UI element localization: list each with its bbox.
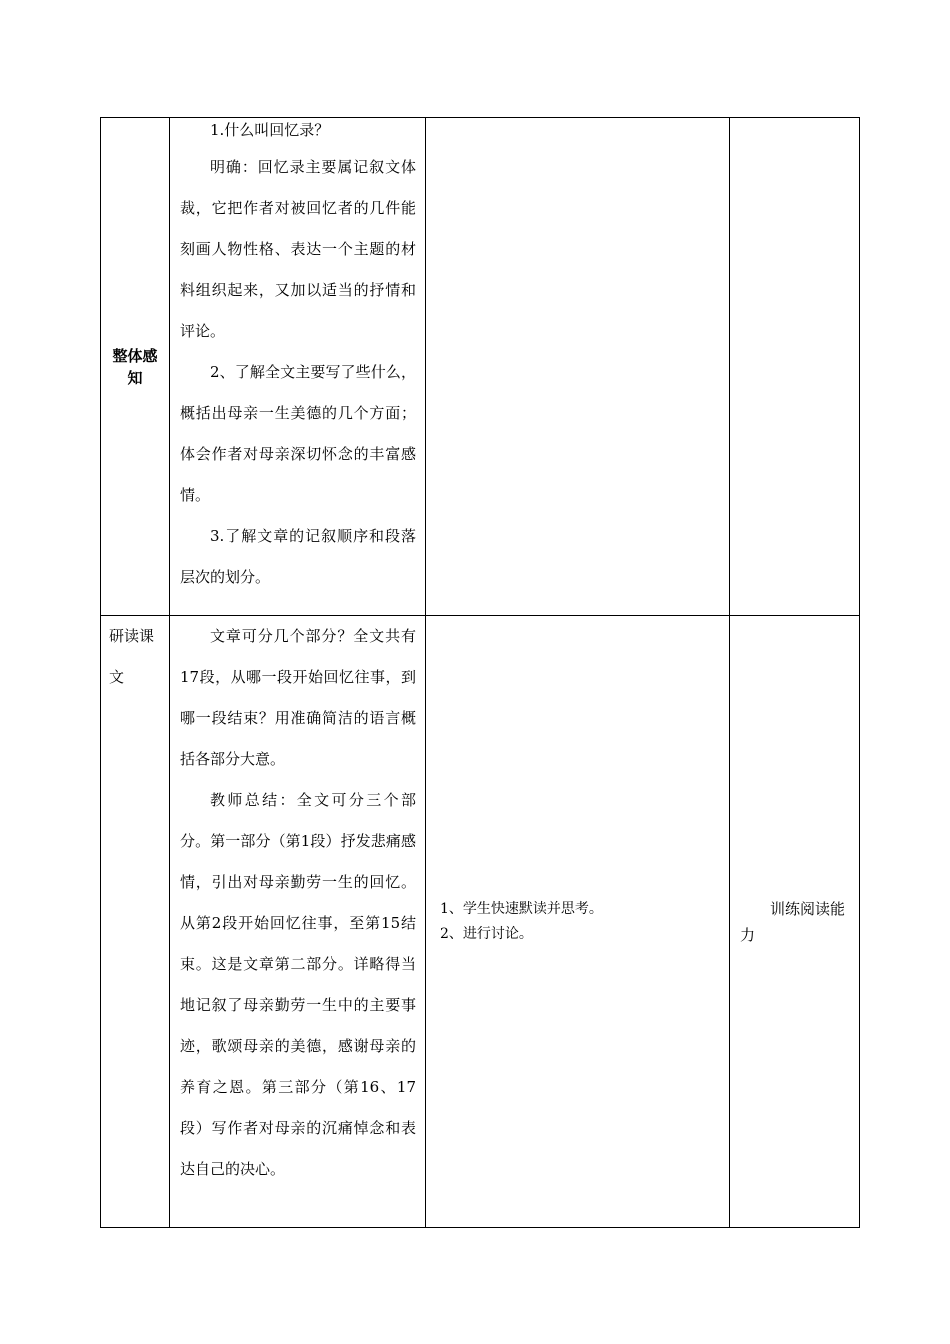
- stage-label: 研读课文: [109, 627, 155, 686]
- activity-line: 2、进行讨论。: [440, 925, 533, 942]
- content-paragraph: 教师总结：全文可分三个部分。第一部分（第1段）抒发悲痛感情，引出对母亲勤劳一生的回忆。从第2段开始回忆往事，至第15结束。这是文章第二部分。详略得当地记叙了母亲勤劳一生中的主要事迹，歌颂母亲的美德，感谢母亲的养育之恩。第三部分（第16、17段）写作者对母亲的沉痛悼念和表达自己的决心。: [180, 791, 416, 1178]
- activity-cell: [426, 616, 730, 1228]
- lesson-plan-table: [100, 117, 860, 1228]
- content-cell: [170, 118, 426, 616]
- stage-cell: [101, 616, 170, 1228]
- content-paragraph: 明确：回忆录主要属记叙文体裁，它把作者对被回忆者的几件能刻画人物性格、表达一个主题的材料组织起来，又加以适当的抒情和评论。: [180, 158, 416, 340]
- content-paragraph: 1.什么叫回忆录？: [210, 121, 330, 139]
- content-paragraph: 3.了解文章的记叙顺序和段落层次的划分。: [180, 527, 416, 586]
- goal-text: 训练阅读能力: [740, 899, 846, 944]
- stage-cell: [101, 118, 170, 616]
- content-cell: [170, 616, 426, 1228]
- activity-cell: [426, 118, 730, 616]
- table-row: [101, 616, 860, 1228]
- goal-cell: [730, 616, 860, 1228]
- table-row: [101, 118, 860, 616]
- activity-line: 1、学生快速默读并思考。: [440, 900, 603, 917]
- content-paragraph: 2、了解全文主要写了些什么，概括出母亲一生美德的几个方面；体会作者对母亲深切怀念的丰富感情。: [180, 363, 416, 504]
- stage-label: 整体感知: [112, 346, 158, 387]
- content-paragraph: 文章可分几个部分？全文共有17段，从哪一段开始回忆往事，到哪一段结束？用准确简洁的语言概括各部分大意。: [180, 627, 416, 768]
- goal-cell: [730, 118, 860, 616]
